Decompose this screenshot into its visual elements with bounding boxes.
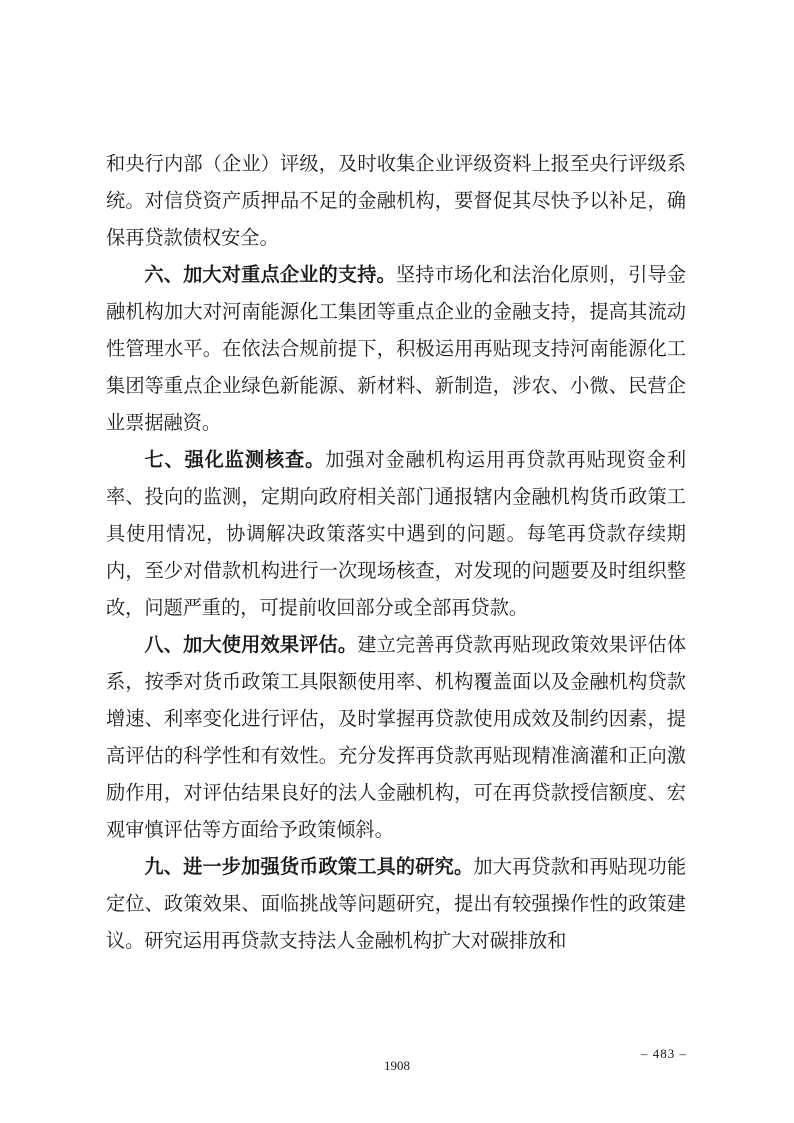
- section-heading: 七、强化监测核查。: [144, 448, 326, 471]
- section-heading: 九、进一步加强货币政策工具的研究。: [144, 855, 474, 878]
- paragraph-text: 和央行内部（企业）评级，及时收集企业评级资料上报至央行评级系统。对信贷资产质押品不足的金融机构，要督促其尽快予以补足，确保再贷款债权安全。: [106, 152, 686, 249]
- paragraph-section-6: [106, 256, 686, 441]
- paragraph-section-7: [106, 441, 686, 626]
- paragraph-text: 坚持市场化和法治化原则，引导金融机构加大对河南能源化工集团等重点企业的金融支持，提高其流动性管理水平。在依法合规前提下，积极运用再贴现支持河南能源化工集团等重点企业绿色新能源、新材料、新制造，涉农、小微、民营企业票据融资。: [106, 263, 687, 434]
- section-heading: 六、加大对重点企业的支持。: [144, 263, 396, 286]
- paragraph-text: 加大再贷款和再贴现功能定位、政策效果、面临挑战等问题研究，提出有较强操作性的政策建议。研究运用再贷款支持法人金融机构扩大对碳排放和: [106, 855, 687, 952]
- footer-number: 1908: [384, 1058, 410, 1073]
- paragraph-text: 建立完善再贷款再贴现政策效果评估体系，按季对货币政策工具限额使用率、机构覆盖面以及金融机构贷款增速、利率变化进行评估，及时掌握再贷款使用成效及制约因素，提高评估的科学性和有效性。充分发挥再贷款再贴现精准滴灌和正向激励作用，对评估结果良好的法人金融机构，可在再贷款授信额度、宏观审慎评估等方面给予政策倾斜。: [106, 633, 687, 841]
- page-body: [106, 145, 686, 959]
- paragraph-continuation: [106, 145, 686, 256]
- paragraph-section-9: [106, 848, 686, 959]
- paragraph-text: 加强对金融机构运用再贷款再贴现资金利率、投向的监测，定期向政府相关部门通报辖内金融机构货币政策工具使用情况，协调解决政策落实中遇到的问题。每笔再贷款存续期内，至少对借款机构进行一次现场核查，对发现的问题要及时组织整改，问题严重的，可提前收回部分或全部再贷款。: [106, 448, 687, 619]
- section-heading: 八、加大使用效果评估。: [144, 633, 358, 656]
- paragraph-section-8: [106, 626, 686, 848]
- page-number: – 483 –: [641, 1046, 687, 1061]
